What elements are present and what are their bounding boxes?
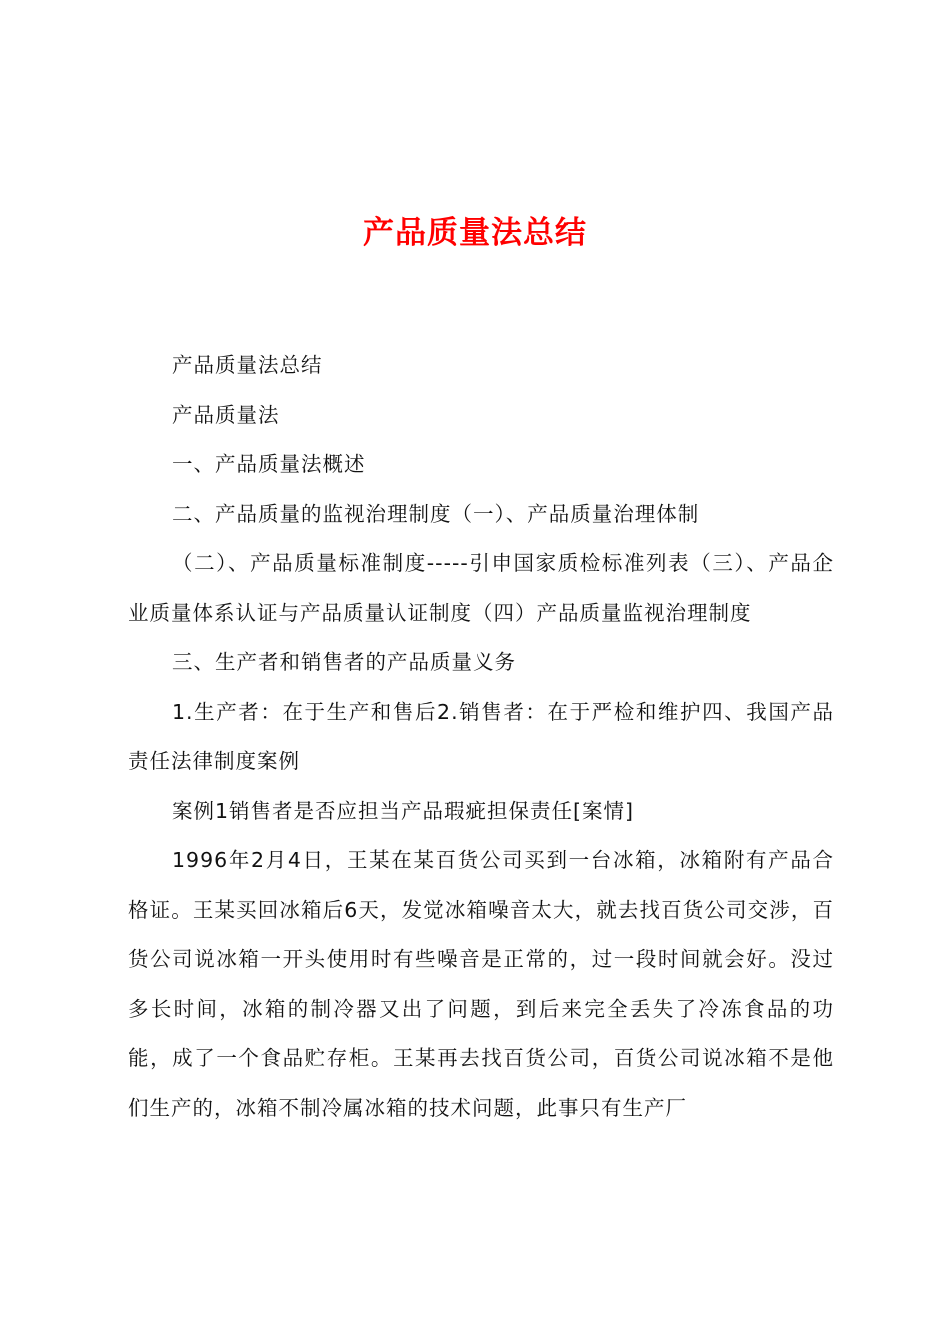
paragraph: 1996年2月4日，王某在某百货公司买到一台冰箱，冰箱附有产品合格证。王某买回冰箱后6天，发觉冰箱噪音太大，就去找百货公司交涉，百货公司说冰箱一开头使用时有些噪音是正常的，过一段时间就会好。没过多长时间，冰箱的制冷器又出了问题，到后来完全丢失了冷冻食品的功能，成了一个食品贮存柜。王某再去找百货公司，百货公司说冰箱不是他们生产的，冰箱不制冷属冰箱的技术问题，此事只有生产厂 <box>128 848 834 1120</box>
paragraph: 1.生产者：在于生产和售后2.销售者：在于严检和维护四、我国产品责任法律制度案例 <box>128 699 834 773</box>
paragraph: 三、生产者和销售者的产品质量义务 <box>172 650 516 674</box>
document-title: 产品质量法总结 <box>363 215 587 251</box>
paragraph: 一、产品质量法概述 <box>172 452 366 476</box>
paragraph: （二）、产品质量标准制度-----引申国家质检标准列表（三）、产品企业质量体系认证与产品质量认证制度（四）产品质量监视治理制度 <box>128 551 834 625</box>
document-body <box>128 341 834 1133</box>
paragraph: 产品质量法总结 <box>172 353 323 377</box>
paragraph: 产品质量法 <box>172 402 280 427</box>
paragraph: 案例1销售者是否应担当产品瑕疵担保责任[案情] <box>172 798 635 823</box>
paragraph: 二、产品质量的监视治理制度（一）、产品质量治理体制 <box>172 501 700 526</box>
